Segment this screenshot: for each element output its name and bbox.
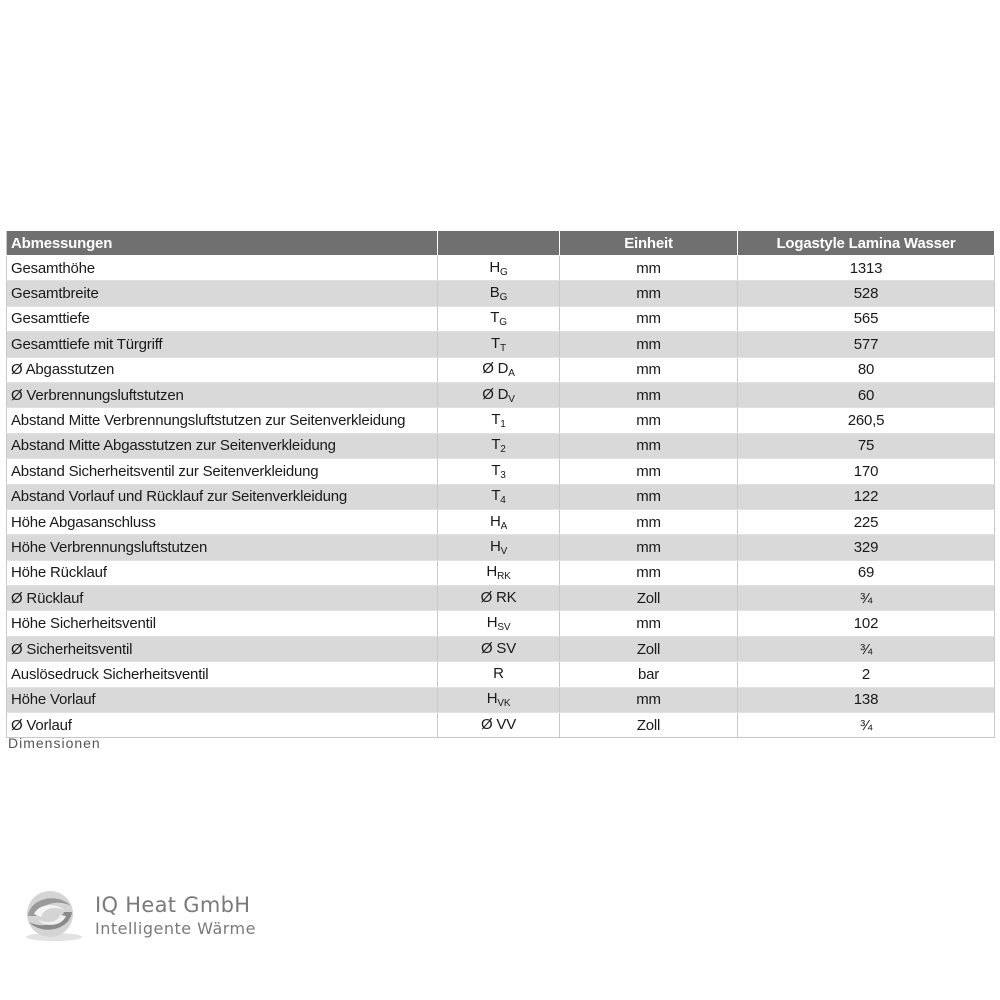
row-unit: mm [560, 509, 738, 534]
symbol-main: T [490, 309, 500, 327]
company-branding [95, 892, 256, 940]
row-unit: Zoll [560, 636, 738, 661]
symbol-main: H [486, 690, 498, 708]
row-symbol [438, 459, 560, 484]
row-symbol [438, 332, 560, 357]
symbol-subscript: 3 [500, 469, 506, 481]
row-unit: Zoll [560, 713, 738, 738]
row-value: 1313 [738, 256, 995, 281]
row-value: 138 [738, 687, 995, 712]
table-row [7, 509, 995, 534]
row-symbol [438, 713, 560, 738]
row-label: Auslösedruck Sicherheitsventil [7, 662, 438, 687]
table-row [7, 484, 995, 509]
row-label: Abstand Vorlauf und Rücklauf zur Seitenverkleidung [7, 484, 438, 509]
row-value: 225 [738, 509, 995, 534]
table-row [7, 713, 995, 738]
row-value: 80 [738, 357, 995, 382]
symbol-subscript: 1 [500, 419, 506, 431]
row-symbol [438, 408, 560, 433]
row-unit: mm [560, 611, 738, 636]
table-row [7, 281, 995, 306]
row-unit: bar [560, 662, 738, 687]
row-value: ¾ [738, 636, 995, 661]
symbol-main: Ø SV [480, 639, 517, 657]
row-symbol [438, 560, 560, 585]
row-label: Gesamthöhe [7, 256, 438, 281]
row-symbol [438, 357, 560, 382]
row-label: Ø Verbrennungsluftstutzen [7, 382, 438, 407]
row-value: 2 [738, 662, 995, 687]
row-label: Abstand Sicherheitsventil zur Seitenverkleidung [7, 459, 438, 484]
symbol-main: T [491, 487, 501, 505]
company-name: IQ Heat GmbH [95, 893, 251, 917]
table-row [7, 636, 995, 661]
symbol-subscript: T [500, 342, 506, 354]
row-value: 60 [738, 382, 995, 407]
row-value: 329 [738, 535, 995, 560]
row-label: Gesamtbreite [7, 281, 438, 306]
company-logo [14, 886, 86, 946]
symbol-subscript: A [508, 368, 515, 380]
table-row [7, 306, 995, 331]
row-value: 75 [738, 433, 995, 458]
row-label: Ø Abgasstutzen [7, 357, 438, 382]
row-value: 260,5 [738, 408, 995, 433]
table-row [7, 357, 995, 382]
swirl-logo-icon [14, 886, 86, 946]
symbol-subscript: 2 [500, 444, 506, 456]
table-row [7, 687, 995, 712]
row-unit: mm [560, 357, 738, 382]
row-symbol [438, 687, 560, 712]
symbol-main: T [491, 334, 501, 352]
symbol-subscript: VK [497, 698, 511, 710]
row-value: 122 [738, 484, 995, 509]
row-label: Höhe Abgasanschluss [7, 509, 438, 534]
row-unit: mm [560, 306, 738, 331]
symbol-main: R [493, 664, 504, 682]
row-unit: mm [560, 281, 738, 306]
row-unit: mm [560, 560, 738, 585]
cutoff-caption-text: Dimensionen [8, 735, 101, 751]
row-label: Ø Sicherheitsventil [7, 636, 438, 661]
row-label: Gesamttiefe [7, 306, 438, 331]
table-row [7, 382, 995, 407]
table-row [7, 662, 995, 687]
symbol-subscript: 4 [500, 495, 506, 507]
row-unit: mm [560, 459, 738, 484]
row-value: 565 [738, 306, 995, 331]
symbol-subscript: RK [497, 571, 511, 583]
symbol-main: Ø VV [480, 715, 517, 733]
dimensions-table [6, 231, 995, 738]
row-unit: mm [560, 433, 738, 458]
symbol-main: Ø RK [480, 588, 517, 606]
row-label: Höhe Rücklauf [7, 560, 438, 585]
row-label: Abstand Mitte Verbrennungsluftstutzen zur Seitenverkleidung [7, 408, 438, 433]
row-symbol [438, 382, 560, 407]
table-row [7, 256, 995, 281]
row-value: 577 [738, 332, 995, 357]
symbol-main: Ø D [482, 385, 509, 403]
symbol-main: H [489, 258, 501, 276]
symbol-main: T [491, 461, 501, 479]
row-value: 528 [738, 281, 995, 306]
symbol-subscript: G [499, 317, 507, 329]
row-symbol [438, 662, 560, 687]
row-unit: Zoll [560, 586, 738, 611]
row-label: Gesamttiefe mit Türgriff [7, 332, 438, 357]
row-label: Höhe Vorlauf [7, 687, 438, 712]
row-symbol [438, 535, 560, 560]
row-label: Höhe Sicherheitsventil [7, 611, 438, 636]
row-symbol [438, 611, 560, 636]
symbol-main: H [489, 537, 501, 555]
row-value: ¾ [738, 713, 995, 738]
row-symbol [438, 586, 560, 611]
symbol-subscript: G [500, 266, 508, 278]
header-product: Logastyle Lamina Wasser [738, 231, 995, 256]
row-symbol [438, 636, 560, 661]
row-unit: mm [560, 687, 738, 712]
table-row [7, 433, 995, 458]
table-row [7, 535, 995, 560]
row-symbol [438, 306, 560, 331]
row-unit: mm [560, 332, 738, 357]
table-row [7, 408, 995, 433]
symbol-main: Ø D [482, 360, 509, 378]
header-symbol [438, 231, 560, 256]
row-unit: mm [560, 535, 738, 560]
table-body [7, 256, 995, 738]
row-label: Abstand Mitte Abgasstutzen zur Seitenverkleidung [7, 433, 438, 458]
row-label: Ø Rücklauf [7, 586, 438, 611]
symbol-main: H [486, 563, 498, 581]
row-symbol [438, 256, 560, 281]
row-unit: mm [560, 382, 738, 407]
symbol-subscript: V [508, 393, 515, 405]
symbol-subscript: G [499, 292, 508, 304]
symbol-main: T [491, 436, 501, 454]
table-header-row [7, 231, 995, 256]
header-einheit: Einheit [560, 231, 738, 256]
row-unit: mm [560, 484, 738, 509]
symbol-main: B [489, 284, 500, 302]
table-row [7, 332, 995, 357]
row-symbol [438, 484, 560, 509]
row-unit: mm [560, 256, 738, 281]
table-row [7, 459, 995, 484]
table-row [7, 586, 995, 611]
symbol-main: H [489, 512, 501, 530]
table-row [7, 611, 995, 636]
symbol-subscript: SV [497, 622, 511, 634]
row-value: 69 [738, 560, 995, 585]
cutoff-caption [8, 735, 101, 751]
symbol-subscript: A [500, 520, 508, 532]
row-label: Höhe Verbrennungsluftstutzen [7, 535, 438, 560]
table-row [7, 560, 995, 585]
row-symbol [438, 281, 560, 306]
company-tagline: Intelligente Wärme [95, 919, 256, 938]
row-value: 102 [738, 611, 995, 636]
symbol-subscript: V [500, 545, 508, 557]
row-value: ¾ [738, 586, 995, 611]
row-symbol [438, 509, 560, 534]
row-unit: mm [560, 408, 738, 433]
symbol-main: T [491, 411, 501, 429]
row-value: 170 [738, 459, 995, 484]
row-label: Ø Vorlauf [7, 713, 438, 738]
symbol-main: H [486, 614, 498, 632]
row-symbol [438, 433, 560, 458]
header-abmessungen: Abmessungen [7, 231, 438, 256]
